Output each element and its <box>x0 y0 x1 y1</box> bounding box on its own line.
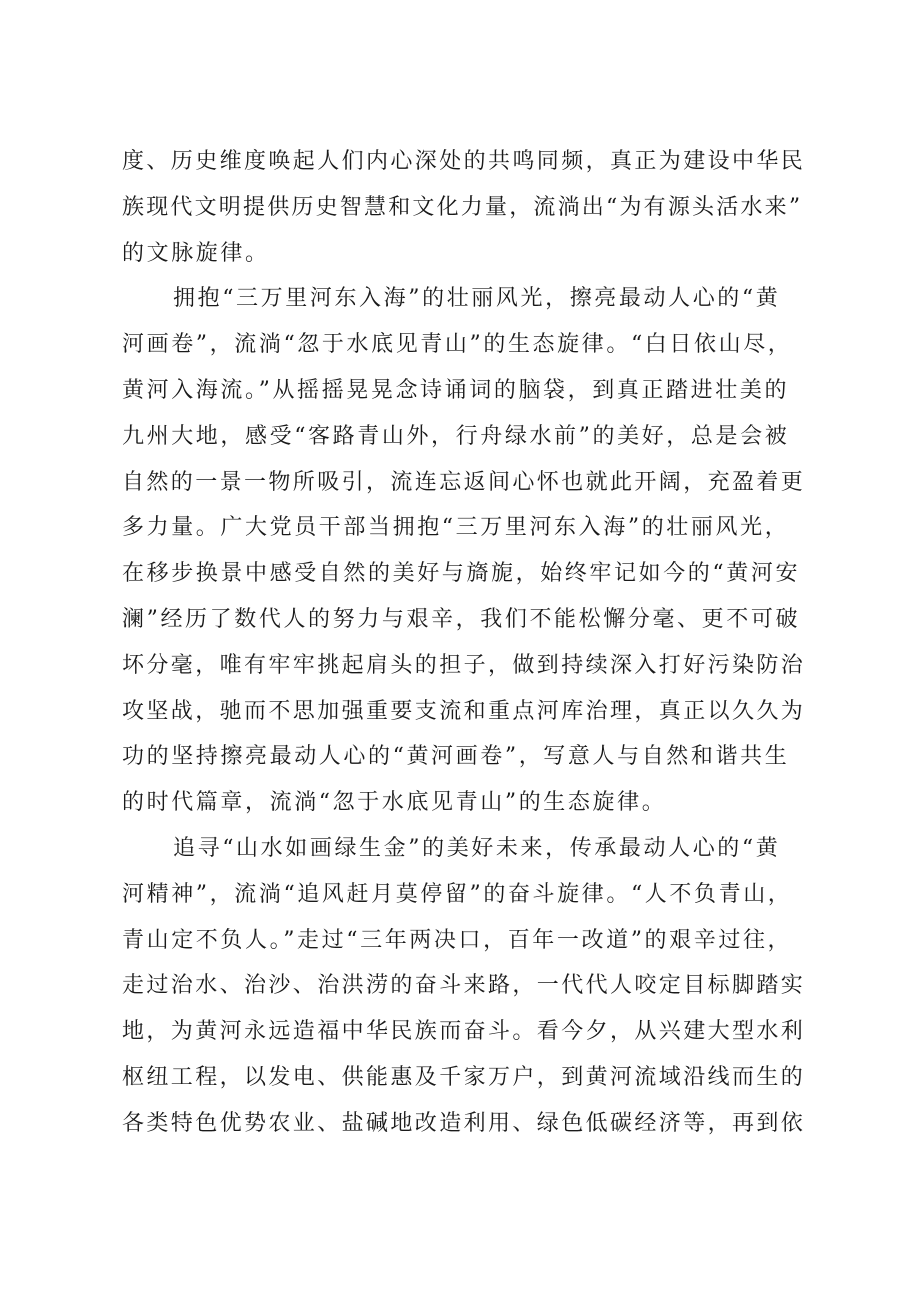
text-line: 走过治水、治沙、治洪涝的奋斗来路，一代代人咬定目标脚踏实 <box>122 973 806 999</box>
paragraph <box>122 826 806 1147</box>
text-line: 澜”经历了数代人的努力与艰辛，我们不能松懈分毫、更不可破 <box>122 606 801 632</box>
text-line: 族现代文明提供历史智慧和文化力量，流淌出“为有源头活水来” <box>122 194 803 220</box>
document-body <box>122 139 806 1147</box>
text-line: 的文脉旋律。 <box>122 240 270 266</box>
text-line: 黄河入海流。”从摇摇晃晃念诗诵词的脑袋，到真正踏进壮美的 <box>122 377 790 403</box>
text-line: 攻坚战，驰而不思加强重要支流和重点河库治理，真正以久久为 <box>122 698 806 724</box>
text-line: 度、历史维度唤起人们内心深处的共鸣同频，真正为建设中华民 <box>122 149 806 174</box>
text-line: 各类特色优势农业、盐碱地改造利用、绿色低碳经济等，再到依 <box>122 1110 806 1136</box>
text-line: 河精神”，流淌“追风赶月莫停留”的奋斗旋律。“人不负青山， <box>122 881 793 907</box>
text-line: 多力量。广大党员干部当拥抱“三万里河东入海”的壮丽风光， <box>122 515 790 541</box>
text-line: 枢纽工程，以发电、供能惠及千家万户，到黄河流域沿线而生的 <box>122 1064 806 1090</box>
text-line: 追寻“山水如画绿生金”的美好未来，传承最动人心的“黄 <box>173 835 781 861</box>
text-line: 拥抱“三万里河东入海”的壮丽风光，擦亮最动人心的“黄 <box>173 286 781 312</box>
paragraph <box>122 276 806 826</box>
text-line: 九州大地，感受“客路青山外，行舟绿水前”的美好，总是会被 <box>122 423 790 449</box>
text-line: 青山定不负人。”走过“三年两决口，百年一改道”的艰辛过往， <box>122 927 793 953</box>
text-line: 自然的一景一物所吸引，流连忘返间心怀也就此开阔，充盈着更 <box>122 469 806 495</box>
text-line: 坏分毫，唯有牢牢挑起肩头的担子，做到持续深入打好污染防治 <box>122 652 806 678</box>
text-line: 地，为黄河永远造福中华民族而奋斗。看今夕，从兴建大型水利 <box>122 1019 806 1045</box>
text-line: 的时代篇章，流淌“忽于水底见青山”的生态旋律。 <box>122 790 667 816</box>
text-line: 在移步换景中感受自然的美好与旖旎，始终牢记如今的“黄河安 <box>122 561 801 587</box>
text-line: 河画卷”，流淌“忽于水底见青山”的生态旋律。“白日依山尽， <box>122 332 793 358</box>
text-line: 功的坚持擦亮最动人心的“黄河画卷”，写意人与自然和谐共生 <box>122 744 790 770</box>
paragraph <box>122 139 806 276</box>
